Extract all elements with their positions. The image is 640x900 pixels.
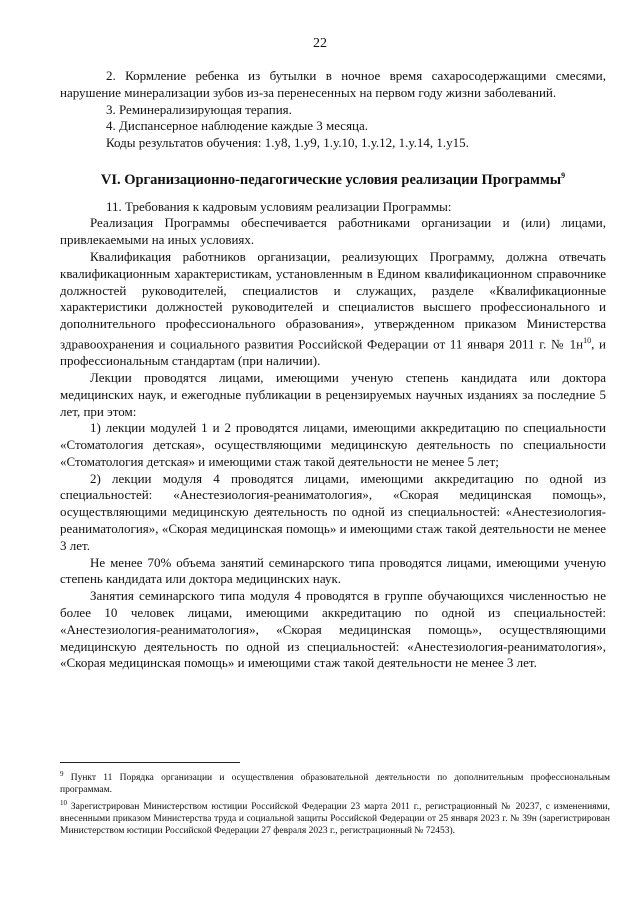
paragraph-staff-requirements: 11. Требования к кадровым условиям реализации Программы: [106,198,452,214]
paragraph-qualification [60,249,606,370]
paragraph-lectures-module-4: 2) лекции модуля 4 проводятся лицами, имеющими аккредитацию по одной из специальностей: «Анестезиология-реаниматология», «Скорая медицинская помощь», осуществляющими медицинскую деятельность по одной из специальностей: «Анестезиология-реаниматология», «Скорая медицинская помощь» и имеющими стаж такой деятельности не менее 3 лет. [60,470,606,553]
footnote-ref-10: 10 [583,335,592,345]
footnotes [60,768,610,838]
footnote-ref-9: 9 [561,170,566,180]
section-title: VI. Организационно-педагогические условия реализации Программы [100,171,562,188]
footnote-mark: 10 [60,799,67,808]
list-item-2: 2. Кормление ребенка из бутылки в ночное время сахаросодержащими смесями, нарушение минерализации зубов из-за перенесенных на первом году жизни заболеваний. [60,68,606,100]
footnote-mark: 9 [60,770,64,778]
paragraph-implementation: Реализация Программы обеспечивается работниками организации и (или) лицами, привлекаемыми на иных условиях. [60,215,606,248]
paragraph-lectures: Лекции проводятся лицами, имеющими ученую степень кандидата или доктора медицинских наук, и ежегодные публикации в рецензируемых научных изданиях за последние 5 лет, при этом: [60,369,606,419]
list-item-3: 3. Реминерализирующая терапия. [106,101,292,117]
footnote-text: Пункт 11 Порядка организации и осуществления образовательной деятельности по дополнительным профессиональным программам. [60,773,610,796]
paragraph-lectures-modules-1-2: 1) лекции модулей 1 и 2 проводятся лицами, имеющими аккредитацию по специальности «Стоматология детская», осуществляющими медицинскую деятельность по специальности «Стоматология детская» и имеющими стаж такой деятельности не менее 5 лет; [60,420,606,469]
page-number: 22 [313,36,327,51]
paragraph-seminars-module-4: Занятия семинарского типа модуля 4 проводятся в группе обучающихся численностью не более 10 человек лицами, имеющими аккредитацию по одной из специальностей: «Анестезиология-реаниматология», «Скорая медицинская помощь», осуществляющими медицинскую деятельность по одной из специальностей: «Анестезиология-реаниматология», «Скорая медицинская помощь» и имеющими стаж такой деятельности не менее 3 лет. [60,588,606,671]
body-text [60,68,606,672]
footnote-9 [60,768,610,796]
qualification-text: Квалификация работников организации, реализующих Программу, должна отвечать квалификационным характеристикам, установленным в Едином квалификационном справочнике должностей руководителей, специалистов и служащих, разделе «Квалификационные характеристики должностей руководителей и специалистов высшего профессионального и дополнительного профессионального образования», утвержденном приказом Министерства здравоохранения и социального развития Российской Федерации от 11 января 2011 г. № 1н [60,249,606,352]
footnote-text: Зарегистрирован Министерством юстиции Российской Федерации 23 марта 2011 г., регистрационный № 20237, с изменениями, внесенными приказом Министерства труда и социальной защиты Российской Федерации от 25 января 2023 г. № 39н (зарегистрирован Министерством юстиции Российской Федерации 27 февраля 2023 г., регистрационный № 72453). [60,802,610,837]
list-item-4: 4. Диспансерное наблюдение каждые 3 месяца. [106,118,369,134]
qualification-text-end: , и профессиональным стандартам (при наличии). [60,336,606,369]
paragraph-seminars-70: Не менее 70% объема занятий семинарского типа проводятся лицами, имеющими ученую степень кандидата или доктора медицинских наук. [60,554,606,587]
learning-codes: Коды результатов обучения: 1.у8, 1.у9, 1.у.10, 1.у.12, 1.у.14, 1.у15. [106,135,469,151]
footnote-divider [60,762,240,763]
section-heading [60,168,606,189]
footnote-10 [60,797,610,837]
